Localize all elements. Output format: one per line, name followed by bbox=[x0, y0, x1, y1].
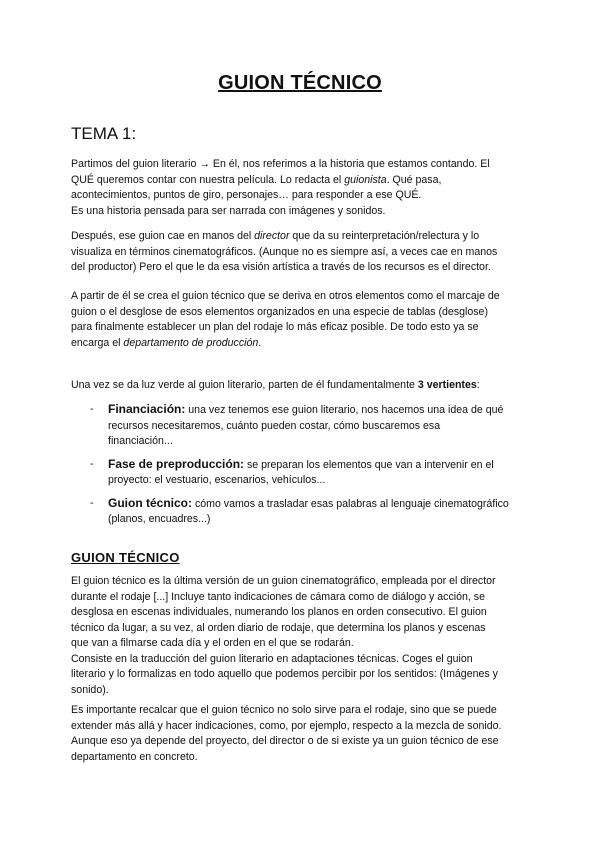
text-line: del productor) Pero el que le da esa visión artística a través de los recursos es el director. bbox=[71, 261, 491, 273]
text-line: Partimos del guion literario → En él, nos referimos a la historia que estamos contando. El bbox=[71, 158, 490, 170]
text-line: desglosa en escenas individuales, numerando los planos en orden consecutivo. El guion bbox=[71, 606, 487, 618]
text-line: sonido). bbox=[71, 683, 109, 696]
paragraph-vertientes bbox=[71, 378, 533, 394]
text-line: encarga el departamento de producción. bbox=[71, 336, 262, 349]
text-line: guion o el desglose de esos elementos organizados en una especie de tablas (desglose) bbox=[71, 305, 488, 318]
term-preproduccion: Fase de preproducción: bbox=[108, 456, 245, 471]
list-item-preproduccion: - Fase de preproducción: se preparan los elementos que van a intervenir en el proyecto: el vestuario, escenarios, vehículos... bbox=[90, 456, 494, 486]
paragraph-intro bbox=[71, 157, 533, 219]
text-line: técnico da lugar, a su vez, al orden diario de rodaje, que determina los planos y escenas bbox=[71, 621, 486, 634]
text-line: visualiza en términos cinematográficos. (Aunque no es siempre así, a veces cae en manos bbox=[71, 245, 498, 258]
paragraph-importancia bbox=[71, 703, 533, 765]
text-line: departamento en concreto. bbox=[71, 750, 198, 763]
paragraph-director bbox=[71, 229, 533, 276]
text-line: QUÉ queremos contar con nuestra película. Lo redacta el guionista. Qué pasa, bbox=[71, 173, 442, 186]
term-financiacion: Financiación: bbox=[108, 402, 186, 416]
tema-heading: TEMA 1: bbox=[71, 124, 137, 143]
text-line: El guion técnico es la última versión de un guion cinematográfico, empleada por el director bbox=[71, 575, 496, 587]
text-line: Consiste en la traducción del guion literario en adaptaciones técnicas. Coges el guion bbox=[71, 652, 473, 665]
text-line: durante el rodaje [...] Incluye tanto indicaciones de cámara como de diálogo y acción, se bbox=[71, 590, 485, 603]
document-title: GUION TÉCNICO bbox=[218, 72, 382, 94]
text-line: que van a filmarse cada día y el orden en el que se rodarán. bbox=[71, 637, 354, 649]
text-line: Es importante recalcar que el guion técnico no solo sirve para el rodaje, sino que se puede bbox=[71, 704, 497, 716]
text-line: Es una historia pensada para ser narrada con imágenes y sonidos. bbox=[71, 204, 386, 217]
section-heading: GUION TÉCNICO bbox=[71, 550, 180, 565]
text-line: Aunque eso ya depende del proyecto, del director o de si existe ya un guion técnico de ese bbox=[71, 735, 499, 747]
text-line: extender más allá y hacer indicaciones, como, por ejemplo, respecto a la mezcla de sonido. bbox=[71, 719, 502, 732]
text-line: para finalmente establecer un plan del rodaje lo más eficaz posible. De todo esto ya se bbox=[71, 321, 479, 333]
text-line: acontecimientos, puntos de giro, personajes… para responder a ese QUÉ. bbox=[71, 189, 422, 201]
emphasis-departamento: departamento de producción bbox=[123, 336, 259, 349]
vertientes-list bbox=[90, 402, 530, 535]
text-line: literario y lo formalizas en todo aquello que podemos percibir por los sentidos: (Imágenes y bbox=[71, 668, 498, 680]
emphasis-guionista: guionista bbox=[344, 173, 387, 186]
text-line: Después, ese guion cae en manos del director que da su reinterpretación/relectura y lo bbox=[71, 230, 480, 242]
term-guion-tecnico: Guion técnico: bbox=[108, 495, 192, 510]
list-item-guion-tecnico: - Guion técnico: cómo vamos a trasladar esas palabras al lenguaje cinematográfico (planos, encuadres...) bbox=[90, 495, 509, 525]
emphasis-director: director bbox=[254, 230, 290, 242]
emphasis-3-vertientes: 3 vertientes bbox=[417, 379, 477, 391]
text-line: Una vez se da luz verde al guion literario, parten de él fundamentalmente 3 vertientes: bbox=[71, 379, 480, 391]
list-item-financiacion: - Financiación: una vez tenemos ese guion literario, nos hacemos una idea de qué recursos necesitaremos, cuánto pueden costar, cómo buscaremos esa financiación... bbox=[90, 402, 504, 447]
text-line: A partir de él se crea el guion técnico que se deriva en otros elementos como el marcaje de bbox=[71, 290, 500, 302]
paragraph-produccion bbox=[71, 289, 533, 351]
paragraph-definicion bbox=[71, 574, 533, 698]
